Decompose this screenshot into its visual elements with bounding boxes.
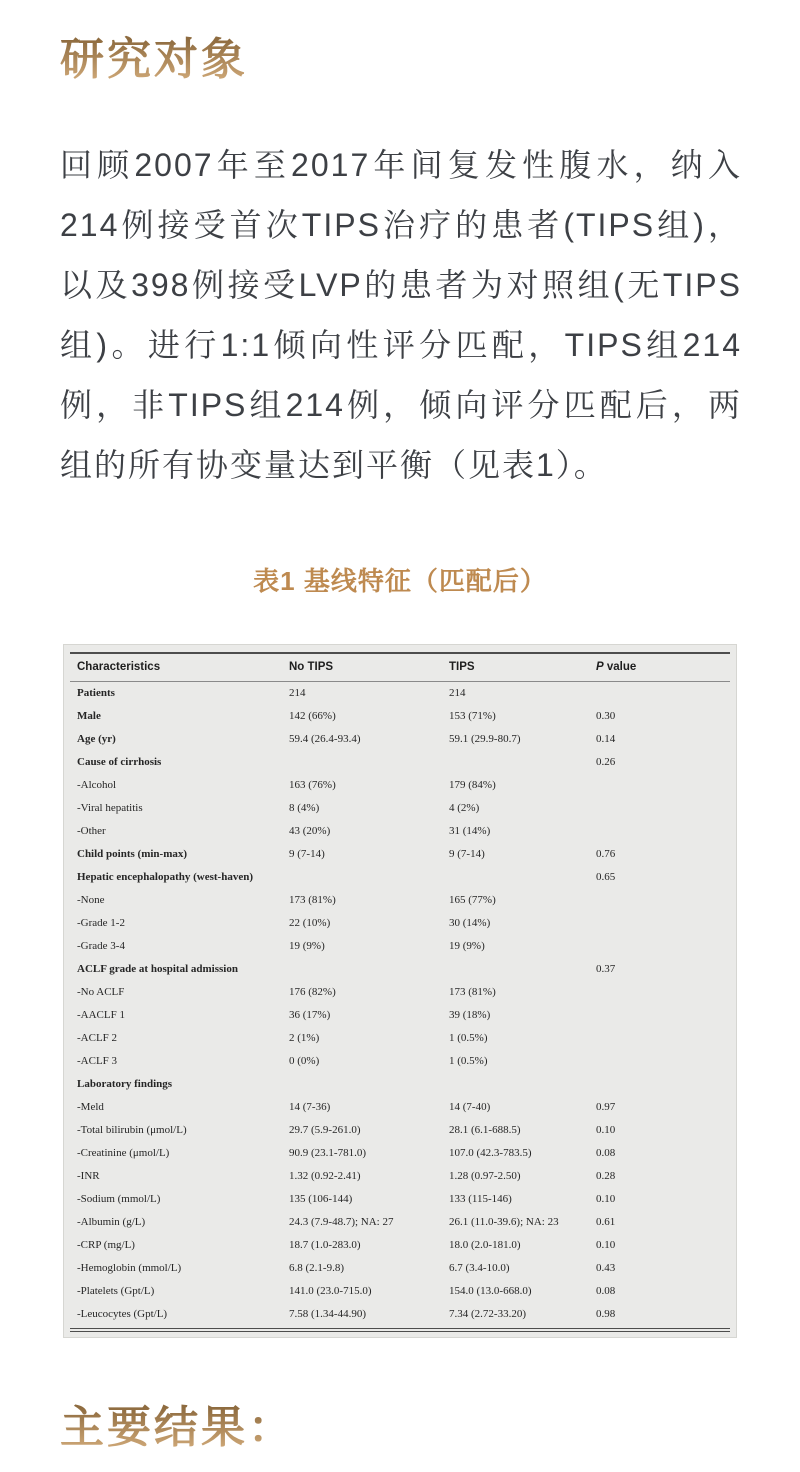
baseline-table-body [70,681,730,1326]
row-value-tips: 179 (84%) [449,779,496,792]
p-value-rest: value [603,661,637,674]
row-value-tips: 173 (81%) [449,986,496,999]
row-label: Patients [77,687,115,700]
row-value-no-tips [289,1073,449,1096]
row-label: Age (yr) [77,733,116,746]
table-row [70,1257,730,1280]
table-header-row [70,653,730,682]
row-value-tips: 59.1 (29.9-80.7) [449,733,521,746]
table-row [70,1234,730,1257]
table-row [70,958,730,981]
row-value-p: 0.30 [596,710,616,723]
row-label: -INR [77,1170,100,1183]
row-label: -ACLF 2 [77,1032,118,1045]
baseline-table [70,652,730,1326]
row-value-p: 0.08 [596,1285,616,1298]
row-label: Laboratory findings [77,1078,173,1091]
row-value-no-tips: 59.4 (26.4-93.4) [289,733,361,746]
table-row [70,705,730,728]
column-header-p-value [596,653,730,682]
table-row [70,935,730,958]
table-row [70,797,730,820]
row-value-tips: 165 (77%) [449,894,496,907]
row-value-p: 0.76 [596,848,616,861]
row-label: -Creatinine (μmol/L) [77,1147,170,1160]
row-label: Hepatic encephalopathy (west-haven) [77,871,253,884]
table-row [70,1096,730,1119]
row-value-no-tips: 19 (9%) [289,940,325,953]
page-title: 研究对象 [60,34,248,87]
row-value-no-tips: 7.58 (1.34-44.90) [289,1308,366,1321]
table-row [70,751,730,774]
row-value-p [596,889,730,912]
row-label: -Meld [77,1101,104,1114]
row-value-no-tips: 6.8 (2.1-9.8) [289,1262,344,1275]
row-value-no-tips: 135 (106-144) [289,1193,353,1206]
row-value-p [596,681,730,705]
row-label: Male [77,710,101,723]
row-value-p: 0.14 [596,733,616,746]
row-value-no-tips: 0 (0%) [289,1055,320,1068]
row-value-no-tips: 2 (1%) [289,1032,320,1045]
row-value-no-tips: 90.9 (23.1-781.0) [289,1147,366,1160]
row-value-tips: 18.0 (2.0-181.0) [449,1239,521,1252]
row-value-tips: 154.0 (13.0-668.0) [449,1285,532,1298]
row-value-no-tips: 36 (17%) [289,1009,331,1022]
row-label: Child points (min-max) [77,848,188,861]
row-value-p: 0.10 [596,1193,616,1206]
row-value-no-tips: 214 [289,687,306,700]
row-value-p [596,1073,730,1096]
column-header-no-tips: No TIPS [289,653,449,682]
section-research-subjects [0,0,800,87]
row-label: -None [77,894,105,907]
row-value-tips: 28.1 (6.1-688.5) [449,1124,521,1137]
row-label: -Grade 3-4 [77,940,125,953]
row-value-p: 0.97 [596,1101,616,1114]
row-value-tips: 107.0 (42.3-783.5) [449,1147,532,1160]
row-label: -Viral hepatitis [77,802,143,815]
row-value-no-tips: 176 (82%) [289,986,336,999]
row-value-tips: 1 (0.5%) [449,1032,488,1045]
row-value-p [596,774,730,797]
row-value-p [596,1027,730,1050]
row-value-p: 0.98 [596,1308,616,1321]
row-value-p: 0.08 [596,1147,616,1160]
row-label: -Total bilirubin (μmol/L) [77,1124,187,1137]
row-label: -Albumin (g/L) [77,1216,146,1229]
row-value-no-tips: 141.0 (23.0-715.0) [289,1285,372,1298]
row-label: -No ACLF [77,986,125,999]
row-label: -AACLF 1 [77,1009,125,1022]
row-value-p [596,1050,730,1073]
row-label: -Platelets (Gpt/L) [77,1285,155,1298]
row-value-no-tips: 43 (20%) [289,825,331,838]
row-label: ACLF grade at hospital admission [77,963,238,976]
row-value-no-tips: 1.32 (0.92-2.41) [289,1170,361,1183]
row-value-tips: 133 (115-146) [449,1193,512,1206]
row-value-no-tips [289,751,449,774]
row-value-p: 0.65 [596,871,616,884]
row-value-no-tips: 8 (4%) [289,802,320,815]
row-value-p [596,912,730,935]
table-row [70,1280,730,1303]
row-label: -ACLF 3 [77,1055,118,1068]
table-row [70,889,730,912]
row-value-no-tips: 142 (66%) [289,710,336,723]
row-label: -Alcohol [77,779,117,792]
row-value-p: 0.28 [596,1170,616,1183]
table-row [70,1188,730,1211]
table-row [70,843,730,866]
row-value-tips: 7.34 (2.72-33.20) [449,1308,526,1321]
table-row [70,1004,730,1027]
row-value-tips: 6.7 (3.4-10.0) [449,1262,510,1275]
row-label: -Leucocytes (Gpt/L) [77,1308,168,1321]
row-value-p: 0.43 [596,1262,616,1275]
row-value-no-tips: 24.3 (7.9-48.7); NA: 27 [289,1216,394,1229]
table-row [70,1119,730,1142]
row-value-tips: 39 (18%) [449,1009,491,1022]
row-value-tips: 14 (7-40) [449,1101,491,1114]
row-label: -Other [77,825,106,838]
row-value-tips: 1.28 (0.97-2.50) [449,1170,521,1183]
row-value-p: 0.26 [596,756,616,769]
row-value-no-tips: 173 (81%) [289,894,336,907]
row-value-tips: 153 (71%) [449,710,496,723]
table-row [70,1050,730,1073]
row-value-tips: 31 (14%) [449,825,491,838]
table-row [70,981,730,1004]
column-header-tips: TIPS [449,653,596,682]
row-value-p [596,820,730,843]
row-value-tips: 214 [449,687,466,700]
table-row [70,1027,730,1050]
row-value-no-tips: 22 (10%) [289,917,331,930]
row-value-tips [449,751,596,774]
row-value-no-tips: 18.7 (1.0-283.0) [289,1239,361,1252]
row-value-tips: 1 (0.5%) [449,1055,488,1068]
table-row [70,774,730,797]
row-value-no-tips: 14 (7-36) [289,1101,331,1114]
row-value-tips: 19 (9%) [449,940,485,953]
row-value-p [596,797,730,820]
row-value-no-tips: 9 (7-14) [289,848,325,861]
table-row [70,912,730,935]
main-results-heading: 主要结果： [60,1402,295,1455]
row-label: -Grade 1-2 [77,917,125,930]
row-value-p [596,1004,730,1027]
row-label: -Sodium (mmol/L) [77,1193,161,1206]
table-caption: 表1 基线特征（匹配后） [253,565,547,596]
table-row [70,1142,730,1165]
row-value-tips: 9 (7-14) [449,848,485,861]
baseline-characteristics-table [63,644,737,1338]
row-value-no-tips [289,866,449,889]
row-value-tips [449,1073,596,1096]
row-value-p [596,981,730,1004]
row-label: -CRP (mg/L) [77,1239,135,1252]
table-row [70,1211,730,1234]
row-value-tips: 30 (14%) [449,917,491,930]
row-value-p [596,935,730,958]
table-row [70,1165,730,1188]
row-value-tips [449,866,596,889]
row-label: Cause of cirrhosis [77,756,162,769]
study-description-paragraph: 回顾2007年至2017年间复发性腹水，纳入214例接受首次TIPS治疗的患者(TIPS组)，以及398例接受LVP的患者为对照组(无TIPS组)。进行1:1倾向性评分匹配，TIPS组214例，非TIPS组214例，倾向评分匹配后，两组的所有协变量达到平衡（见表1）。 [60,146,742,483]
row-value-no-tips: 29.7 (5.9-261.0) [289,1124,361,1137]
row-value-tips [449,958,596,981]
p-value-italic-p: P [596,661,604,674]
table-bottom-rule [70,1328,730,1332]
row-value-tips: 4 (2%) [449,802,480,815]
row-value-p: 0.37 [596,963,616,976]
table-row [70,681,730,705]
table-row [70,820,730,843]
row-label: -Hemoglobin (mmol/L) [77,1262,182,1275]
table-row [70,728,730,751]
row-value-no-tips: 163 (76%) [289,779,336,792]
table-row [70,1303,730,1326]
row-value-tips: 26.1 (11.0-39.6); NA: 23 [449,1216,559,1229]
column-header-characteristics: Characteristics [70,653,289,682]
row-value-p: 0.61 [596,1216,616,1229]
section-main-results [0,1338,800,1455]
row-value-p: 0.10 [596,1239,616,1252]
table-row [70,866,730,889]
row-value-no-tips [289,958,449,981]
row-value-p: 0.10 [596,1124,616,1137]
table-row [70,1073,730,1096]
